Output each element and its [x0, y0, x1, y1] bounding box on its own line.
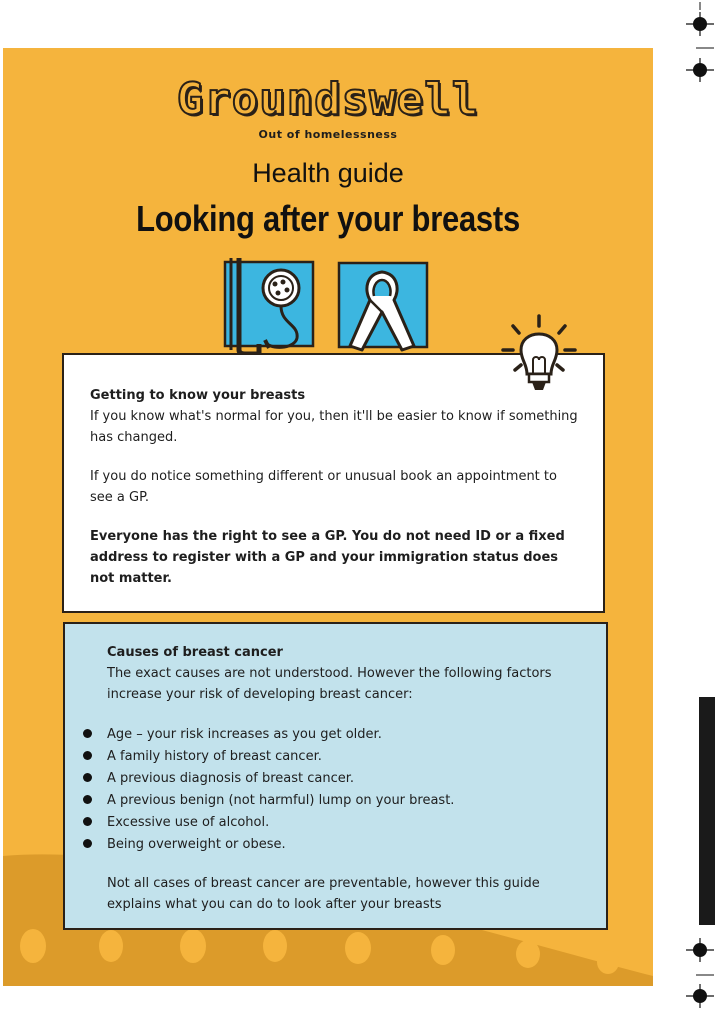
page-title: Looking after your breasts	[136, 198, 520, 239]
brand-logo: Groundswell	[176, 74, 480, 125]
awareness-ribbon-icon	[336, 260, 432, 352]
causes-heading: Causes of breast cancer	[107, 645, 283, 660]
know-paragraph-1: If you know what's normal for you, then it'll be easier to know if something has changed.	[90, 409, 578, 445]
know-paragraph-2: If you do notice something different or unusual book an appointment to see a GP.	[90, 469, 557, 505]
guide-page	[3, 48, 653, 986]
guide-label: Health guide	[252, 158, 404, 188]
list-item: A previous diagnosis of breast cancer.	[107, 767, 582, 789]
brand-tagline: Out of homelessness	[258, 128, 398, 141]
bullet-icon	[83, 729, 92, 738]
risk-factor-list	[107, 723, 582, 855]
stethoscope-icon	[221, 258, 319, 354]
know-heading: Getting to know your breasts	[90, 388, 306, 403]
list-item: A family history of breast cancer.	[107, 745, 582, 767]
print-colour-strip	[699, 697, 715, 925]
bullet-icon	[83, 751, 92, 760]
causes-intro: The exact causes are not understood. However the following factors increase your risk of developing breast cancer:	[107, 666, 552, 702]
know-rights-paragraph: Everyone has the right to see a GP. You do not need ID or a fixed address to register with a GP and your immigration status does not matter.	[90, 529, 565, 586]
list-item: Excessive use of alcohol.	[107, 811, 582, 833]
bullet-icon	[83, 839, 92, 848]
bullet-icon	[83, 795, 92, 804]
list-item: Being overweight or obese.	[107, 833, 582, 855]
bullet-icon	[83, 773, 92, 782]
causes-card	[63, 622, 608, 930]
causes-closing: Not all cases of breast cancer are preventable, however this guide explains what you can do to look after your breasts	[107, 876, 540, 912]
bullet-icon	[83, 817, 92, 826]
list-item: Age – your risk increases as you get older.	[107, 723, 582, 745]
list-item: A previous benign (not harmful) lump on your breast.	[107, 789, 582, 811]
lightbulb-icon	[499, 314, 579, 394]
